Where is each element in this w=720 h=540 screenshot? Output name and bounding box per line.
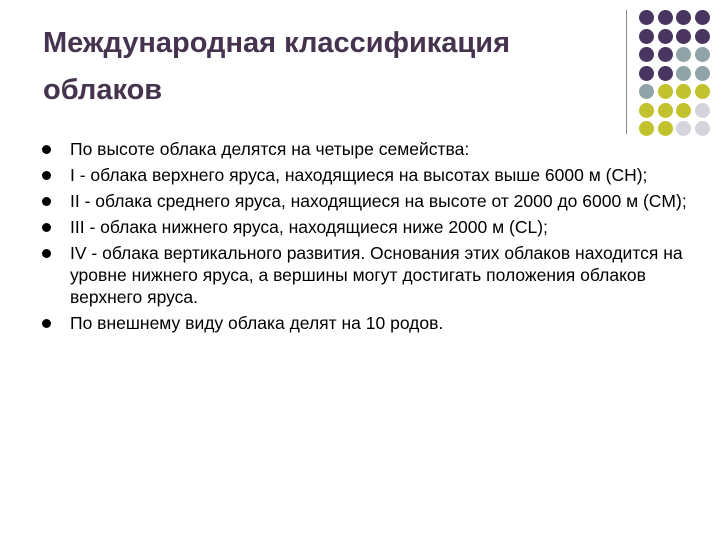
- bullet-text: По внешнему виду облака делят на 10 родов.: [70, 313, 444, 333]
- decorative-dot: [658, 10, 673, 25]
- bullet-text: По высоте облака делятся на четыре семейства:: [70, 139, 470, 159]
- decorative-dot: [658, 47, 673, 62]
- decorative-dot: [639, 66, 654, 81]
- bullet-text: II - облака среднего яруса, находящиеся на высоте от 2000 до 6000 м (CM);: [70, 191, 687, 211]
- decorative-dot: [676, 84, 691, 99]
- decorative-dot: [658, 103, 673, 118]
- bullet-item: [40, 216, 690, 238]
- decorative-dot: [639, 103, 654, 118]
- decorative-dot: [695, 66, 710, 81]
- bullet-icon: [42, 223, 51, 232]
- decorative-dot: [695, 103, 710, 118]
- bullet-item: [40, 138, 690, 160]
- decorative-dot: [695, 47, 710, 62]
- decorative-dot: [676, 121, 691, 136]
- decorative-dot: [676, 103, 691, 118]
- decorative-dot-grid: [639, 10, 720, 120]
- bullet-icon: [42, 171, 51, 180]
- decorative-dot: [639, 84, 654, 99]
- decorative-dot: [676, 10, 691, 25]
- bullet-text: I - облака верхнего яруса, находящиеся на высотах выше 6000 м (CH);: [70, 165, 648, 185]
- bullet-icon: [42, 145, 51, 154]
- decorative-dot: [695, 121, 710, 136]
- decorative-dot: [658, 84, 673, 99]
- slide-title: Международная классификация облаков: [43, 27, 511, 106]
- decorative-dot: [695, 84, 710, 99]
- decorative-dot: [676, 29, 691, 44]
- bullet-list: [40, 138, 690, 338]
- decorative-dot: [676, 47, 691, 62]
- vertical-divider: [626, 10, 627, 134]
- bullet-item: [40, 242, 690, 308]
- bullet-icon: [42, 197, 51, 206]
- bullet-item: [40, 190, 690, 212]
- decorative-dot: [639, 47, 654, 62]
- bullet-item: [40, 312, 690, 334]
- bullet-icon: [42, 249, 51, 258]
- decorative-dot: [695, 10, 710, 25]
- bullet-text: IV - облака вертикального развития. Основания этих облаков находится на уровне нижнего яруса, а вершины могут достигать положения облаков верхнего яруса.: [70, 243, 683, 307]
- decorative-dot: [639, 121, 654, 136]
- bullet-icon: [42, 319, 51, 328]
- decorative-dot: [695, 29, 710, 44]
- bullet-text: III - облака нижнего яруса, находящиеся ниже 2000 м (CL);: [70, 217, 548, 237]
- decorative-dot: [658, 121, 673, 136]
- decorative-dot: [676, 66, 691, 81]
- decorative-dot: [639, 10, 654, 25]
- decorative-dot: [658, 29, 673, 44]
- decorative-dot: [639, 29, 654, 44]
- decorative-dot: [658, 66, 673, 81]
- bullet-item: [40, 164, 690, 186]
